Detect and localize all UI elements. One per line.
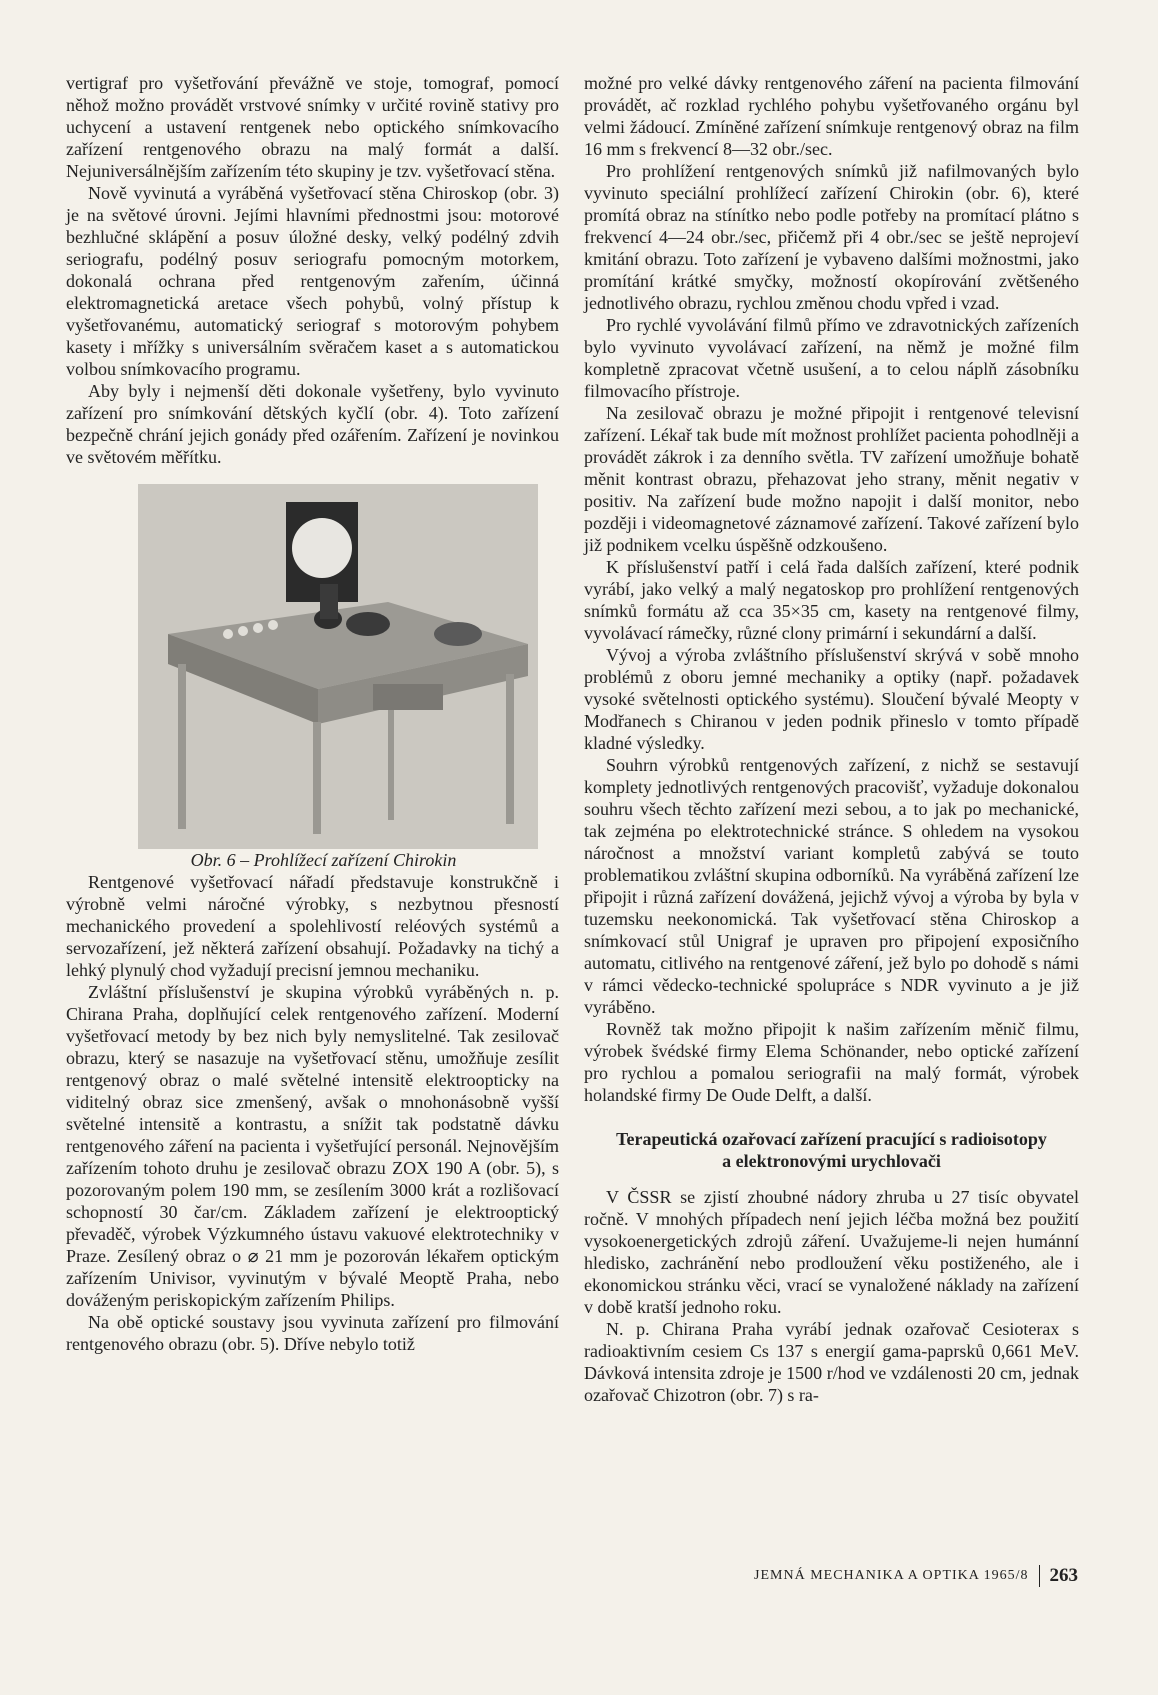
section-heading-line1: Terapeutická ozařovací zařízení pracující s radioisotopy [616, 1129, 1047, 1149]
paragraph: Nově vyvinutá a vyráběná vyšetřovací stěna Chiroskop (obr. 3) je na světové úrovni. Jejími hlavními přednostmi jsou: motorové bezhlučné sklápění a posuv úložné desky, velký podélný zdvih seriografu, podélný posuv seriografu pomocným motorkem, dokonalá ochrana před rentgenovým zařením, účinná elektromagnetická aretace všech pohybů, volný přístup k vyšetřovanému, automatický seriograf s motorovým pohybem kasety i mřížky s universálním svěračem kaset a s automatickou volbou snímkovacího programu. [66, 183, 559, 379]
figure-caption: Obr. 6 – Prohlížecí zařízení Chirokin [190, 850, 457, 870]
chirokin-device-illustration [138, 484, 538, 849]
paragraph: V ČSSR se zjistí zhoubné nádory zhruba u 27 tisíc obyvatel ročně. V mnohých případech není jejich léčba možná bez použití vysokoenergetických zdrojů záření. Uvažujeme-li nejen humánní hledisko, zachránění nebo prodloužení věku postiženého, ale i ekonomickou stránku věci, vrací se vynaložené náklady na zařízení v době kratší jednoho roku. [584, 1187, 1079, 1317]
figure-6 [66, 484, 559, 871]
page-number: 263 [1049, 1565, 1078, 1586]
page-footer [754, 1565, 1078, 1587]
left-column [66, 72, 559, 1355]
paragraph: K příslušenství patří i celá řada dalších zařízení, které podnik vyrábí, jako velký a malý negatoskop pro prohlížení rentgenových snímků formátu až cca 35×35 cm, kasety na rentgenové filmy, vyvolávací rámečky, různé clony primární i sekundární a další. [584, 557, 1079, 643]
paragraph: možné pro velké dávky rentgenového záření na pacienta filmování provádět, ač rozklad rychlého pohybu vyšetřovaného orgánu byl velmi žádoucí. Zmíněné zařízení snímkuje rentgenový obraz na film 16 mm s frekvencí 8—32 obr./sec. [584, 73, 1079, 159]
paragraph: Rovněž tak možno připojit k našim zařízením měnič filmu, výrobek švédské firmy Elema Schönander, nebo optické zařízení pro rychlou a pomalou seriografii na malý formát, výrobek holandské firmy De Oude Delft, a další. [584, 1019, 1079, 1105]
journal-title: JEMNÁ MECHANIKA A OPTIKA 1965/8 [754, 1568, 1029, 1583]
paragraph: Souhrn výrobků rentgenových zařízení, z nichž se sestavují komplety jednotlivých rentgenových pracovišť, vyžaduje dokonalou souhru všech těchto zařízení mezi sebou, a to jak po mechanické, tak zejména po elektrotechnické stránce. S ohledem na vysokou náročnost a množství variant kompletů zabývá se touto problematikou zvláštní skupina odborníků. Na vyráběná zařízení lze připojit i různá zařízení dovážená, jejichž vývoj a výroba by byla v tuzemsku neekonomická. Tak vyšetřovací stěna Chiroskop a snímkovací stůl Unigraf je upraven pro připojení exposičního automatu, citlivého na rentgenové záření, jež bylo po dohodě s námi v rámci vědecko-technické spolupráce s NDR vyvinuto a je již vyráběno. [584, 755, 1079, 1017]
paragraph: Vývoj a výroba zvláštního příslušenství skrývá v sobě mnoho problémů z oboru jemné mechaniky a optiky (např. požadavek vysoké světelnosti optického systému). Sloučení bývalé Meopty v Modřanech s Chiranou v jeden podnik přineslo v tomto případě kladné výsledky. [584, 645, 1079, 753]
footer-divider [1039, 1565, 1040, 1587]
chirokin-photo [138, 484, 538, 849]
right-column [584, 72, 1079, 1406]
paragraph: vertigraf pro vyšetřování převážně ve stoje, tomograf, pomocí něhož možno provádět vrstvové snímky v určité rovině stativy pro uchycení a ustavení rentgenek nebo optického snímkovacího zařízení rentgenového obrazu na malý formát a další. Nejuniversálnějším zařízením této skupiny je tzv. vyšetřovací stěna. [66, 73, 559, 181]
section-heading [584, 1128, 1079, 1172]
paragraph: Pro prohlížení rentgenových snímků již nafilmovaných bylo vyvinuto speciální prohlížecí zařízení Chirokin (obr. 6), které promítá obraz na stínítko nebo podle potřeby na promítací plátno s frekvencí 4—24 obr./sec, přičemž při 4 obr./sec se ještě neprojeví kmitání obrazu. Toto zařízení je vybaveno dalšími možnostmi, jako promítání krátké smyčky, možností okopírování zvětšeného jednotlivého obrazu, rychlou změnou chodu vpřed i vzad. [584, 161, 1079, 313]
paragraph: Rentgenové vyšetřovací nářadí představuje konstrukčně i výrobně velmi náročné výrobky, s nezbytnou přesností mechanického provedení a spolehlivostí reléových systémů a servozařízení, jež některá zařízení obsahují. Požadavky na tichý a lehký plynulý chod vyžadují precisní jemnou mechaniku. [66, 872, 559, 980]
paragraph: N. p. Chirana Praha vyrábí jednak ozařovač Cesioterax s radioaktivním cesiem Cs 137 s energií gama-paprsků 0,661 MeV. Dávková intensita zdroje je 1500 r/hod ve vzdálenosti 20 cm, jednak ozařovač Chizotron (obr. 7) s ra- [584, 1319, 1079, 1405]
paragraph: Na zesilovač obrazu je možné připojit i rentgenové televisní zařízení. Lékař tak bude mít možnost prohlížet pacienta pohodlněji a provádět zákrok i za denního světla. TV zařízení umožňuje bohatě měnit kontrast obrazu, přehazovat jeho strany, měnit negativ v positiv. Na zařízení bude možno napojit i další monitor, nebo později i videomagnetové záznamové zařízení. Takové zařízení bylo již podnikem vcelku úspěšně odzkoušeno. [584, 403, 1079, 555]
paragraph: Na obě optické soustavy jsou vyvinuta zařízení pro filmování rentgenového obrazu (obr. 5). Dříve nebylo totiž [66, 1312, 559, 1354]
paragraph: Pro rychlé vyvolávání filmů přímo ve zdravotnických zařízeních bylo vyvinuto vyvolávací zařízení, na němž je možné film kompletně zpracovat včetně usušení, a to celou náplň zásobníku filmovacího přístroje. [584, 315, 1079, 401]
paragraph: Zvláštní příslušenství je skupina výrobků vyráběných n. p. Chirana Praha, doplňující celek rentgenového zařízení. Moderní vyšetřovací metody by bez nich byly nemyslitelné. Tak zesilovač obrazu, který se nasazuje na vyšetřovací stěnu, umožňuje zesílit rentgenový obraz o malé světelné intensitě elektroopticky na viditelný obraz sice zmenšený, avšak o mnohonásobně vyšší světelné intensitě a kontrastu, a snížit tak podstatně dávku rentgenového záření na pacienta i vyšetřující personál. Nejnovějším zařízením tohoto druhu je zesilovač obrazu ZOX 190 A (obr. 5), s pozorovaným polem 190 mm, se zesílením 3000 krát a rozlišovací schopností 30 čar/cm. Základem zařízení je elektrooptický převaděč, výrobek Výzkumného ústavu vakuové elektrotechniky v Praze. Zesílený obraz o ⌀ 21 mm je pozorován lékařem optickým zařízením Univisor, vyvinutým v bývalé Meoptě Praha, nebo dováženým periskopickým zařízením Philips. [66, 982, 559, 1310]
section-heading-line2: a elektronovými urychlovači [722, 1151, 941, 1171]
paragraph: Aby byly i nejmenší děti dokonale vyšetřeny, bylo vyvinuto zařízení pro snímkování dětských kyčlí (obr. 4). Toto zařízení bezpečně chrání jejich gonády před ozářením. Zařízení je novinkou ve světovém měřítku. [66, 381, 559, 467]
